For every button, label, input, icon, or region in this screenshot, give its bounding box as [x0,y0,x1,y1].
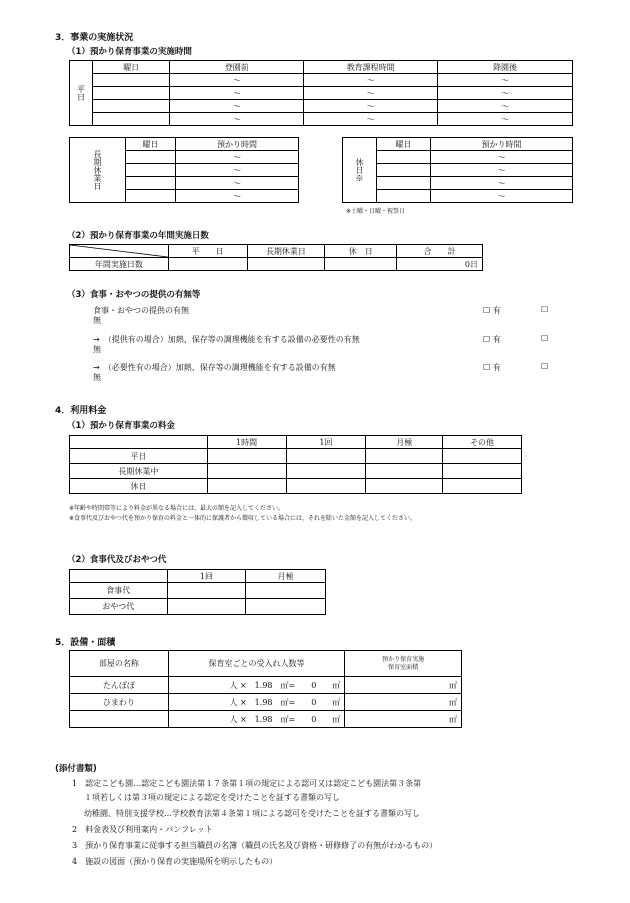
fee-cell[interactable] [207,449,286,464]
room-name[interactable]: たんぽぽ [70,677,169,694]
time-cell[interactable]: ～ [438,87,573,100]
meal-yes-checkbox[interactable]: ☐ 有 [483,306,501,315]
section3-title: 3．事業の実施状況 [55,33,134,43]
time-cell[interactable]: ～ [438,100,573,113]
attachment-item: 幼稚園、特別支援学校…学校教育法第４条第１項による認可を受けたことを証する書類の写し [84,809,420,818]
room-name[interactable] [70,711,169,728]
col-header: 月極 [366,436,443,449]
meal-no-label: 無 [93,345,101,354]
meal-item-text: → （提供有の場合）加熱、保存等の調理機能を有する設備の必要性の有無 [93,335,360,344]
day-cell[interactable] [377,151,431,164]
meal-yes-checkbox[interactable]: ☐ 有 [483,335,501,344]
attachment-item: 3 預かり保育事業に従事する担当職員の名簿（職員の氏名及び資格・研修修了の有無がわかるもの） [72,841,438,850]
time-cell[interactable]: ～ [438,74,573,87]
meal-no-label: 無 [93,316,101,325]
fee-table [69,435,522,494]
col-header: 月極 [246,570,326,583]
meal-no-label: 無 [93,373,101,382]
facility-table [69,650,462,728]
holiday-label: 休日※ [343,138,377,203]
meal-item-text: 食事・おやつの提供の有無 [93,306,189,315]
col-header: 預かり時間 [175,138,298,151]
fee-cell[interactable] [286,479,366,494]
col-header: 預かり時間 [430,138,572,151]
time-cell[interactable]: ～ [304,87,438,100]
row-label: 年間実施日数 [70,258,169,271]
capacity-calc[interactable]: 人 × 1.98 ㎡= 0 ㎡ [168,694,345,711]
col-header: 教育課程時間 [304,61,438,74]
capacity-calc[interactable]: 人 × 1.98 ㎡= 0 ㎡ [168,711,345,728]
attachments-title: (添付書類) [55,764,97,774]
weekday-label: 平日 [70,61,93,126]
time-cell[interactable]: ～ [175,151,298,164]
day-cell[interactable] [377,190,431,203]
attachment-item: １項若しくは第３項の規定による認定を受けたことを証する書類の写し [84,793,340,802]
time-cell[interactable]: ～ [175,164,298,177]
room-name[interactable]: ひまわり [70,694,169,711]
col-header: 合 計 [397,245,483,258]
col-header: 曜日 [377,138,431,151]
time-cell[interactable]: ～ [170,100,304,113]
day-cell[interactable] [377,164,431,177]
s4-1-title: （1）預かり保育事業の料金 [67,421,175,431]
fee-cell[interactable] [207,464,286,479]
day-cell[interactable] [377,177,431,190]
day-cell[interactable] [93,113,170,126]
fee-cell[interactable] [443,464,522,479]
col-header: 保育室ごとの受入れ人数等 [168,651,345,677]
fee-cell[interactable] [167,583,246,599]
col-header: 1回 [167,570,246,583]
long-holiday-table [69,137,299,203]
fee-cell[interactable] [207,479,286,494]
s4-2-title: （2）食事代及びおやつ代 [67,555,167,565]
fee-note-2: ※食事代及びおやつ代を預かり保育の料金と一体的に保護者から徴収している場合には、それを除いた金額を記入してください。 [69,515,417,522]
holiday-table [342,137,573,203]
long-holiday-label: 長期休業日 [70,138,126,203]
room-area[interactable]: ㎡ [345,711,462,728]
day-cell[interactable] [126,190,176,203]
capacity-calc[interactable]: 人 × 1.98 ㎡= 0 ㎡ [168,677,345,694]
attachment-item: 2 料金表及び利用案内・パンフレット [72,825,213,834]
meal-fee-table [69,569,326,615]
long-holiday-days[interactable] [247,258,325,271]
col-header: 登園前 [170,61,304,74]
row-label: 休日 [70,479,208,494]
time-cell[interactable]: ～ [304,74,438,87]
col-header: その他 [443,436,522,449]
fee-cell[interactable] [246,599,326,615]
fee-note-1: ※年齢や時間帯等により料金が異なる場合には、最大の額を記入してください。 [69,505,285,512]
fee-cell[interactable] [366,449,443,464]
col-header: 休 日 [325,245,397,258]
fee-cell[interactable] [366,479,443,494]
attachment-item: 1 認定こども園…認定こども園法第１７条第１項の規定による認可又は認定こども園法第３条第 [72,779,422,788]
col-header: 平 日 [168,245,247,258]
row-label: 平日 [70,449,208,464]
diagonal-cell [70,245,169,258]
meal-yes-checkbox[interactable]: ☐ 有 [483,363,501,372]
fee-cell[interactable] [443,479,522,494]
col-header: 部屋の名称 [70,651,169,677]
fee-cell[interactable] [366,464,443,479]
time-cell[interactable]: ～ [430,177,572,190]
col-header: 預かり保育実施 保育室面積 [345,651,462,677]
time-cell[interactable]: ～ [170,87,304,100]
col-header: 1回 [286,436,366,449]
time-cell[interactable]: ～ [430,151,572,164]
time-cell[interactable]: ～ [170,113,304,126]
meal-no-checkbox[interactable]: ☐ [541,362,549,371]
day-cell[interactable] [126,151,176,164]
time-cell[interactable]: ～ [175,177,298,190]
col-header: 1時間 [207,436,286,449]
time-cell[interactable]: ～ [430,164,572,177]
day-cell[interactable] [93,87,170,100]
s3-1-title: （1）預かり保育事業の実施時間 [67,47,192,57]
col-header: 降園後 [438,61,573,74]
s3-2-title: （2）預かり保育事業の年間実施日数 [67,231,209,241]
fee-cell[interactable] [443,449,522,464]
meal-no-checkbox[interactable]: ☐ [541,305,549,314]
meal-item-text: → （必要性有の場合）加熱、保存等の調理機能を有する設備の有無 [93,363,336,372]
annual-days-table [69,244,483,271]
holiday-days[interactable] [325,258,397,271]
row-label: おやつ代 [70,599,168,615]
col-header: 長期休業日 [247,245,325,258]
section5-title: 5．設備・面積 [55,638,116,648]
day-cell[interactable] [93,74,170,87]
time-cell[interactable]: ～ [430,190,572,203]
day-cell[interactable] [126,164,176,177]
section4-title: 4．利用料金 [55,406,107,416]
time-cell[interactable]: ～ [175,190,298,203]
holiday-note: ※土曜・日曜・祝祭日 [346,208,406,215]
col-header: 曜日 [93,61,170,74]
day-cell[interactable] [126,177,176,190]
time-cell[interactable]: ～ [170,74,304,87]
s3-3-title: （3）食事・おやつの提供の有無等 [67,290,201,300]
total-days: 0日 [397,258,483,271]
room-area[interactable]: ㎡ [345,677,462,694]
row-label: 長期休業中 [70,464,208,479]
fee-cell[interactable] [167,599,246,615]
time-cell[interactable]: ～ [304,113,438,126]
room-area[interactable]: ㎡ [345,694,462,711]
col-header: 曜日 [126,138,176,151]
weekday-hours-table [69,60,573,126]
day-cell[interactable] [93,100,170,113]
time-cell[interactable]: ～ [438,113,573,126]
time-cell[interactable]: ～ [304,100,438,113]
meal-no-checkbox[interactable]: ☐ [541,334,549,343]
fee-cell[interactable] [286,464,366,479]
fee-cell[interactable] [246,583,326,599]
attachment-item: 4 施設の図面（預かり保育の実施場所を明示したもの） [72,857,278,866]
fee-cell[interactable] [286,449,366,464]
row-label: 食事代 [70,583,168,599]
weekday-days[interactable] [168,258,247,271]
